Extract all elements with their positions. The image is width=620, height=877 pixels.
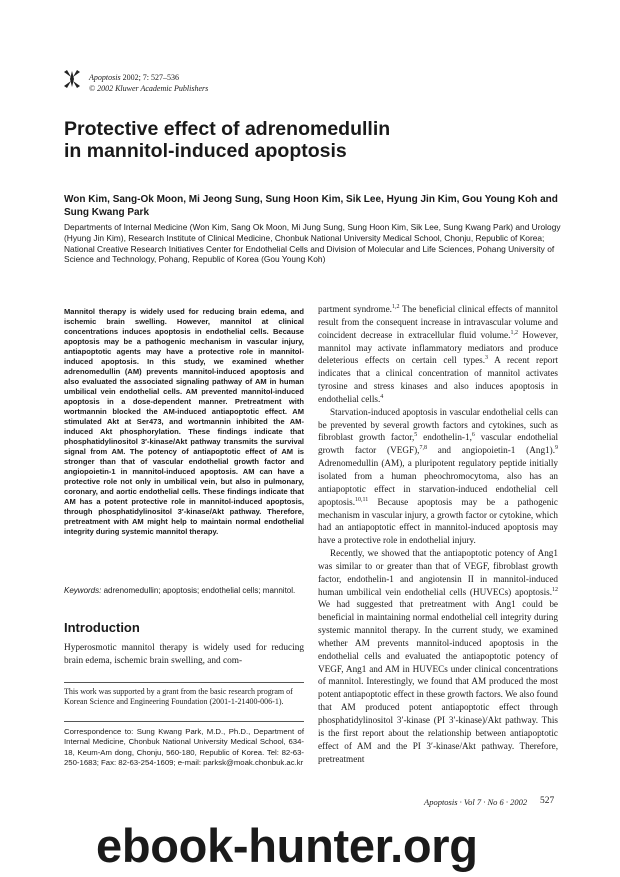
funding-note: This work was supported by a grant from the basic research program of Korean Science and Engineering Foundation (2001-1-21400-006-1). (64, 687, 293, 706)
correspondence-note: Correspondence to: Sung Kwang Park, M.D., Ph.D., Department of Internal Medicine, Chonbuk National University Medical School, 634-18, Keum-Am dong, Chonju, 560-180, Republic of Korea. Tel: 82-63-250-1683; Fax: 82-63-254-1609; e-mail: parksk@moak.chonbuk.ac.kr (64, 727, 304, 767)
footnote-divider (64, 682, 304, 683)
affiliations: Departments of Internal Medicine (Won Kim, Sang Ok Moon, Mi Jung Sung, Sung Hoon Kim, Sik Lee, Sung Kwang Park) and Urology (Hyung Jin Kim), Research Institute of Clinical Medicine, Chonbuk National University Medical School, Chonju, Republic of Korea; National Creative Research Initiatives Center for Endothelial Cells and Division of Molecular and Life Sciences, Pohang University of Science and Technology, Pohang, Republic of Korea (Gou Young Koh) (64, 222, 561, 265)
journal-citation: Apoptosis 2002; 7: 527–536 (89, 73, 180, 82)
citation-ref: 5 (414, 432, 418, 439)
article-title (64, 118, 544, 162)
citation-ref: 7,8 (419, 445, 427, 452)
paragraph: Starvation-induced apoptosis in vascular endothelial cells can be prevented by several growth factors and cytokines, such as fibroblast growth factor,$^5$ endothelin-1,$^6$ vascular endothelial growth factor (VEGF),$^{7,8}$ and angiopoietin-1 (Ang1).$^9$ Adrenomedullin (AM), a pluripotent regulatory peptide initially isolated from a human pheochromocytoma, also has an antiapoptotic effect in starvation-induced endothelial cell apoptosis.$^{10,11}$ Because apoptosis may be a pathogenic mechanism in vascular injury, a growth factor or cytokine, which had an antiapoptotic effect in mannitol-induced apoptosis may have a protective role in endothelial injury. (318, 406, 559, 546)
authors: Won Kim, Sang-Ok Moon, Mi Jeong Sung, Sung Hoon Kim, Sik Lee, Hyung Jin Kim, Gou Young Koh and Sung Kwang Park (64, 194, 558, 218)
footer-journal-info: Apoptosis · Vol 7 · No 6 · 2002 (424, 797, 528, 807)
citation-ref: 10,11 (355, 496, 369, 503)
citation-ref: 4 (380, 393, 384, 400)
keywords-label: Keywords: (64, 586, 102, 595)
citation-ref: 9 (555, 445, 559, 452)
introduction-text: Hyperosmotic mannitol therapy is widely used for reducing brain edema, ischemic brain swelling, and com- (64, 643, 304, 666)
citation-ref: 6 (471, 432, 475, 439)
title-line-1: Protective effect of adrenomedullin (64, 118, 391, 140)
citation-ref: 12 (552, 586, 558, 593)
publisher-line: © 2002 Kluwer Academic Publishers (89, 84, 209, 93)
title-line-2: in mannitol-induced apoptosis (64, 140, 347, 162)
page-number: 527 (540, 796, 555, 806)
citation-ref: 1,2 (391, 303, 400, 310)
keywords-text: adrenomedullin; apoptosis; endothelial cells; mannitol. (101, 586, 296, 595)
section-heading-introduction: Introduction (64, 620, 140, 635)
citation-ref: 3 (485, 355, 489, 362)
watermark-text: ebook-hunter.org (96, 819, 478, 872)
paragraph: partment syndrome.$^{1,2}$ The beneficial clinical effects of mannitol result from the consequent increase in intravascular volume and coincident decrease in extracellular fluid volume.$^{1,2}$ However, mannitol may activate inflammatory mediators and produce deleterious effects on certain cell types.$^3$ A recent report indicates that a clinical concentration of mannitol activates tyrosine and stress kinases and also induces apoptosis in endothelial cells.$^4$ (318, 303, 558, 404)
paragraph: Recently, we showed that the antiapoptotic potency of Ang1 was similar to or greater than that of VEGF, fibroblast growth factor, endothelin-1 and angiotensin II in mannitol-induced human umbilical vein endothelial cells (HUVECs) apoptosis.$^{12}$ We had suggested that pretreatment with Ang1 could be beneficial in maintaining normal endothelial cell integrity during systemic mannitol therapy. In the current study, we examined whether AM prevents mannitol-induced apoptosis in the endothelial cells and evaluated the antiapoptotic potency of VEGF, Ang1 and AM in HUVECs under clinical concentrations of mannitol. Interestingly, we found that AM produced the most potent antiapoptotic effect in these growth factors. We also found that AM produced potent antiapoptotic effect through phosphatidylinositol 3′-kinase (PI 3′-kinase)/Akt pathway. This is the first report about the relationship between antiapoptotic effect of AM and the PI 3′-kinase/Akt pathway. Therefore, pretreatment (318, 548, 558, 764)
body-text-right-column (318, 303, 558, 765)
footnote-divider (64, 721, 304, 722)
abstract: Mannitol therapy is widely used for reducing brain edema, and ischemic brain swelling. However, mannitol at clinical concentrations induces apoptosis in endothelial cells. Because apoptosis may be a pathogenic mechanism in vascular injury, antiapoptotic agents may have a protective role in mannitol-induced apoptosis. In this study, we examined whether adrenomedullin (AM) prevents mannitol-induced apoptosis and also evaluated the associated signaling pathway of AM in human umbilical vein endothelial cells. AM prevented mannitol-induced apoptosis in a dose-dependent manner. Pretreatment with wortmannin blocked the AM-induced antiapoptotic effect. AM stimulated Akt at Ser473, and wortmannin inhibited the AM-induced Akt phosphorylation. These findings indicate that phosphatidylinositol 3′-kinase/Akt pathway transmits the survival signal from AM. The potency of antiapoptotic effect of AM is stronger than that of vascular endothelial growth factor and angiopoietin-1 in mannitol-induced apoptosis. AM can have a protective role not only in umbilical vein, but also in pulmonary, coronary, and aortic endothelial cells. These findings indicate that AM has a potent protective role in mannitol-induced apoptosis, through phosphatidylinositol 3′-kinase/Akt pathway. Therefore, pretreatment with AM might help to maintain normal endothelial integrity during systemic mannitol therapy. (64, 307, 304, 537)
keywords (64, 586, 304, 596)
citation-ref: 1,2 (510, 329, 518, 336)
publisher-logo (62, 68, 82, 90)
